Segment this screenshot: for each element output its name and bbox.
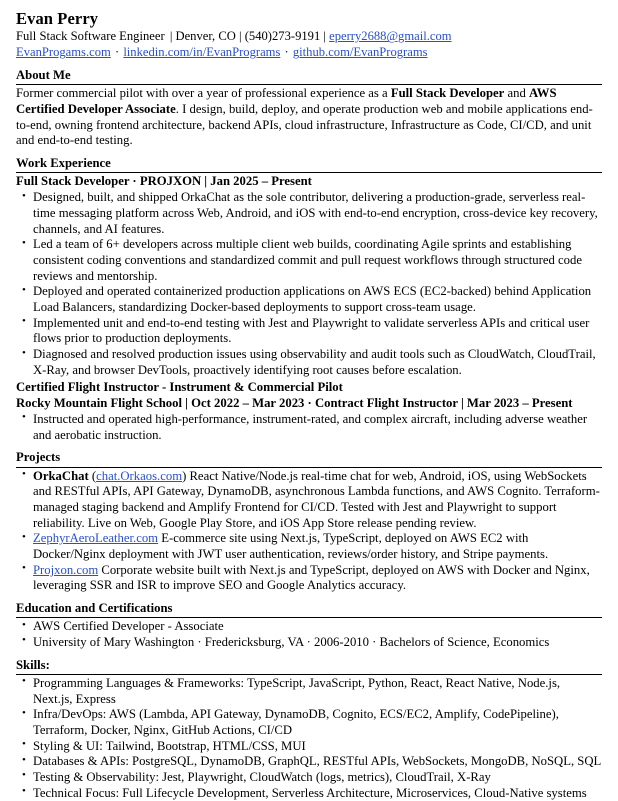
contact-line-primary	[16, 29, 602, 45]
contact-line-secondary	[16, 45, 602, 61]
github-link[interactable]: github.com/EvanPrograms	[292, 45, 428, 60]
candidate-title: Full Stack Software Engineer	[16, 29, 165, 44]
website-link[interactable]: EvanProgams.com	[16, 45, 111, 60]
contact-separator: |	[323, 29, 326, 44]
about-text: and	[504, 86, 529, 101]
project-item	[16, 563, 602, 594]
education-list	[16, 619, 602, 650]
about-emphasis: Full Stack Developer	[390, 86, 505, 101]
about-emphasis: AWS Certified Developer Associate	[16, 86, 557, 117]
skills-list	[16, 676, 602, 801]
section-heading-about-me: About Me	[16, 68, 602, 85]
job-bullet: • Instructed and operated high-performance, instrument-rated, and complex aircraft, including adverse weather and aerobatic instruction.	[16, 412, 602, 443]
job-bullet: • Deployed and operated containerized production applications on AWS ECS (EC2-backed) behind Application Load Balancers, standardizing Docker-based deployments to support cross-team usage.	[16, 284, 602, 315]
section-heading-projects: Projects	[16, 450, 602, 467]
job-bullet: • Diagnosed and resolved production issues using observability and audit tools such as CloudWatch, CloudTrail, X-Ray, and browser DevTools, proactively identifying root causes before escalation.	[16, 347, 602, 378]
work-entry	[16, 380, 602, 443]
about-text: Former commercial pilot with over a year of professional experience as a	[16, 86, 391, 101]
project-name: OrkaChat	[33, 468, 89, 483]
section-education-certifications	[16, 601, 602, 651]
resume-header	[16, 9, 602, 61]
section-work-experience	[16, 156, 602, 443]
contact-dot-separator: ·	[114, 45, 120, 60]
project-link[interactable]: Projxon.com	[33, 562, 99, 577]
email-link[interactable]: eperry2688@gmail.com	[329, 29, 452, 44]
education-item: • AWS Certified Developer - Associate	[16, 619, 602, 635]
project-item	[16, 469, 602, 532]
section-heading-work-experience: Work Experience	[16, 156, 602, 173]
job-bullet: • Led a team of 6+ developers across multiple client web builds, coordinating Agile sprints and establishing consistent coding conventions and standardized commit and pull request workflows through structured code reviews and mentorship.	[16, 237, 602, 284]
work-experience-list	[16, 174, 602, 443]
section-about-me	[16, 68, 602, 149]
section-skills	[16, 658, 602, 801]
contact-separator: |	[239, 29, 242, 44]
project-description: E-commerce site using Next.js, TypeScript, deployed on AWS EC2 with Docker/Nginx deployment with JWT user authentication, reviews/order history, and Stripe payments.	[33, 531, 549, 561]
linkedin-link[interactable]: linkedin.com/in/EvanPrograms	[123, 45, 281, 60]
projects-list	[16, 469, 602, 595]
skill-item: • Infra/DevOps: AWS (Lambda, API Gateway, DynamoDB, Cognito, ECS/EC2, Amplify, CodePipeline), Terraform, Docker, Nginx, GitHub Actions, CI/CD	[16, 707, 602, 738]
about-text: . I design, build, deploy, and operate production web and mobile applications end-to-end, owning frontend architecture, backend APIs, cloud infrastructure, Infrastructure as Code, CI/CD, and unit and end-to-end testing.	[16, 102, 593, 148]
job-subtitle-line: Rocky Mountain Flight School | Oct 2022 – Mar 2023 · Contract Flight Instructor | Mar 2023 – Present	[16, 396, 573, 411]
project-link[interactable]: ZephyrAeroLeather.com	[33, 531, 159, 546]
project-item	[16, 531, 602, 562]
contact-dot-separator: ·	[284, 45, 289, 60]
skill-item: • Databases & APIs: PostgreSQL, DynamoDB, GraphQL, RESTful APIs, WebSockets, MongoDB, NoSQL, SQL	[16, 754, 602, 770]
section-heading-education: Education and Certifications	[16, 601, 602, 618]
work-entry	[16, 174, 602, 378]
candidate-name: Evan Perry	[16, 9, 99, 28]
job-bullet: • Designed, built, and shipped OrkaChat as the sole contributor, delivering a production-grade, serverless real-time messaging platform across Web, Android, and iOS with end-to-end encryption, cross-device key recovery, channels, and AI features.	[16, 190, 602, 237]
job-title-line: Full Stack Developer · PROJXON | Jan 2025 – Present	[16, 174, 312, 189]
project-link[interactable]: chat.Orkaos.com	[96, 468, 183, 483]
contact-separator: |	[169, 29, 173, 44]
job-title-line: Certified Flight Instructor - Instrument & Commercial Pilot	[16, 380, 343, 395]
project-paren-open: (	[88, 468, 97, 483]
skill-item: • Styling & UI: Tailwind, Bootstrap, HTML/CSS, MUI	[16, 739, 602, 755]
section-heading-skills: Skills:	[16, 658, 602, 675]
education-item: • University of Mary Washington · Fredericksburg, VA · 2006-2010 · Bachelors of Science, Economics	[16, 635, 602, 651]
skill-item: • Technical Focus: Full Lifecycle Development, Serverless Architecture, Microservices, Cloud-Native systems	[16, 786, 602, 801]
candidate-phone: (540)273-9191	[244, 29, 321, 44]
section-projects	[16, 450, 602, 594]
about-me-paragraph	[16, 86, 602, 149]
project-description: Corporate website built with Next.js and TypeScript, deployed on AWS with Docker and Nginx, leveraging SSR and ISR to improve SEO and Google Analytics accuracy.	[33, 562, 590, 593]
job-bullet-list	[16, 190, 602, 378]
candidate-location: Denver, CO	[175, 29, 236, 44]
project-description: React Native/Node.js real-time chat for web, Android, iOS, using WebSockets and RESTful APIs, API Gateway, DynamoDB, asynchronous Lambda functions, and AWS Cognito. Terraform-managed staging backend and Amplify Frontend for CI/CD. Tested with Jest and Playwright to support reliability. Live on Web, Google Play Store, and iOS App Store release pending review.	[33, 468, 600, 530]
job-bullet: • Implemented unit and end-to-end testing with Jest and Playwright to validate serverless APIs and critical user flows prior to production deployments.	[16, 316, 602, 347]
project-paren-close: )	[182, 468, 187, 483]
job-bullet-list	[16, 412, 602, 443]
skill-item: • Programming Languages & Frameworks: TypeScript, JavaScript, Python, React, React Native, Node.js, Next.js, Express	[16, 676, 602, 707]
skill-item: • Testing & Observability: Jest, Playwright, CloudWatch (logs, metrics), CloudTrail, X-Ray	[16, 770, 602, 786]
